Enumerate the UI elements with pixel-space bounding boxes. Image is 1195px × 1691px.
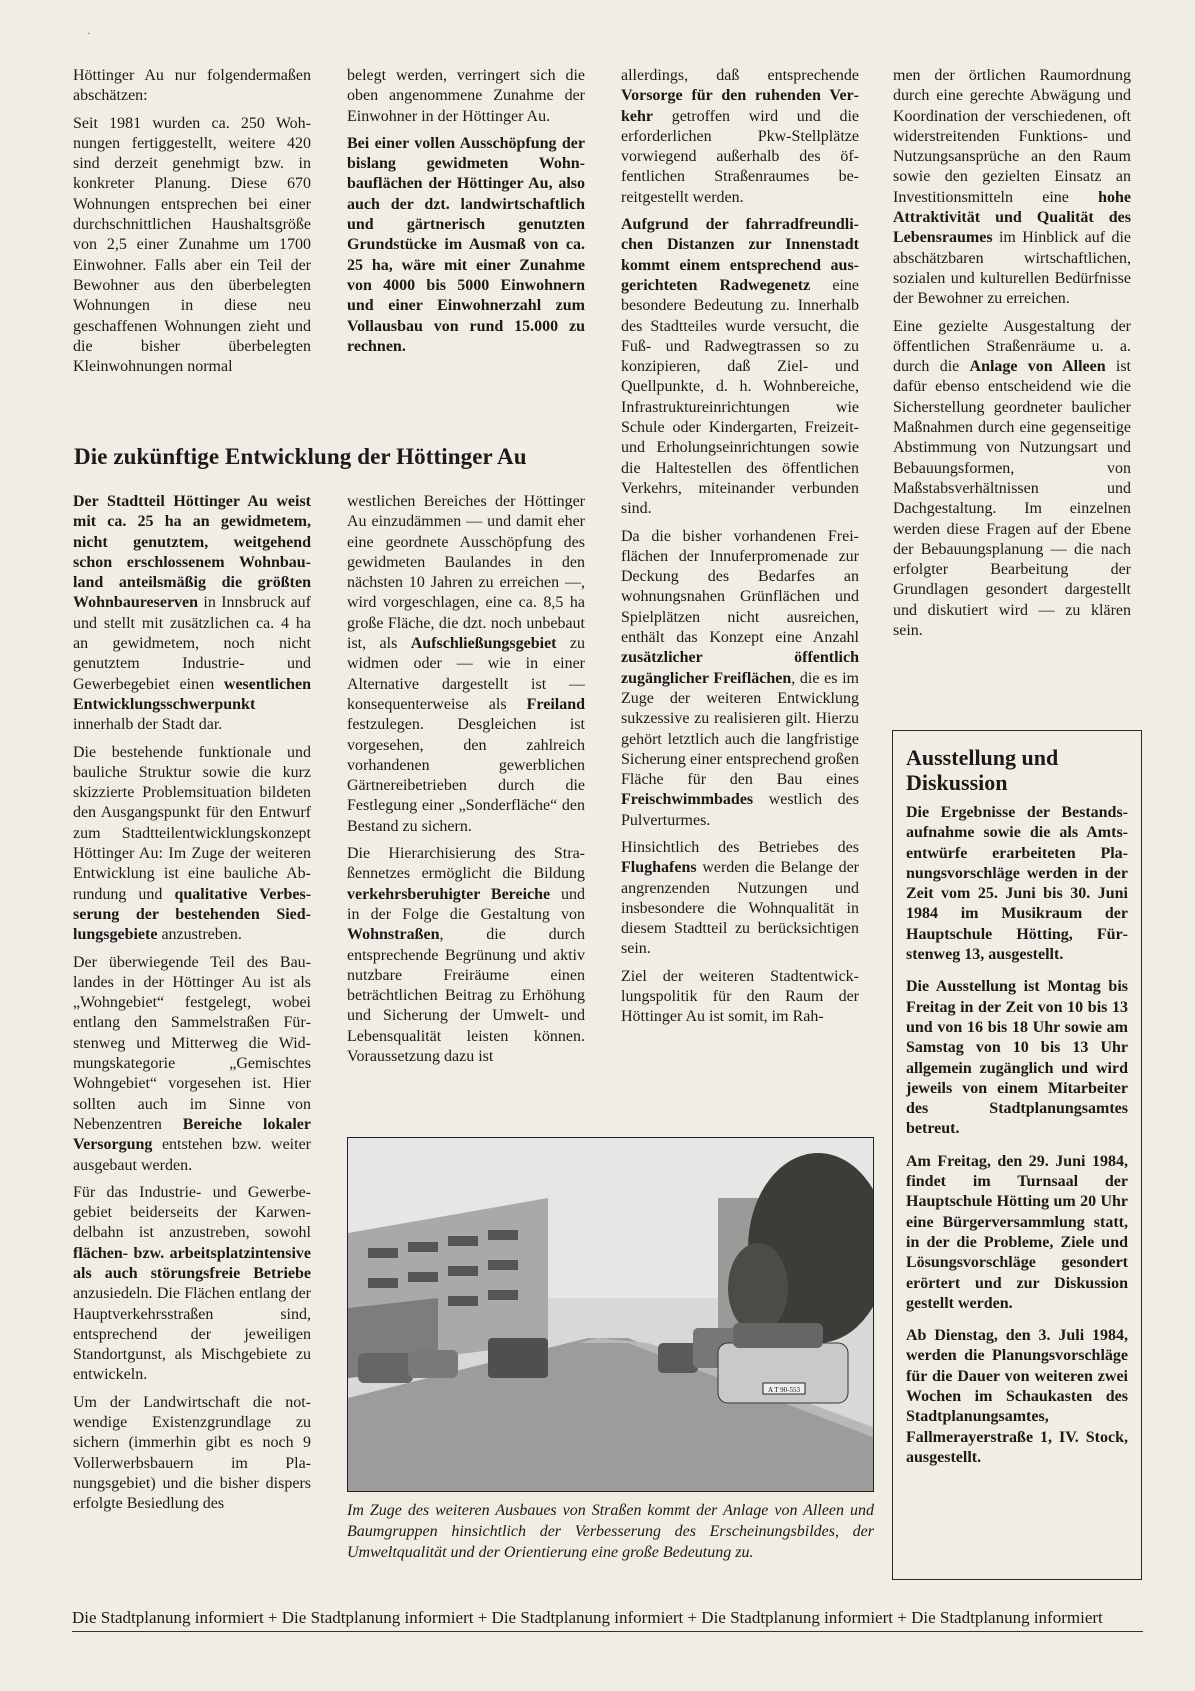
bold-text: hohe Attraktivität und Qualität des Lebensraumes	[893, 188, 1131, 247]
text: Seit 1981 wurden ca. 250 Wohnungen fertiggestellt, weitere 420 sind derzeit genehmigt bzw. in konkreter Planung. Diese 670 Wohnungen entsprechen bei einer durchschnittlichen Haushaltsgröße von 2,5 einer Zunahme um 1700 Einwohner. Falls aber ein Teil der Bewohner aus den überbelegten Wohnungen in diese neu geschaffenen Wohnungen zieht und die bisher überbelegten Kleinwohnungen normal	[73, 114, 311, 376]
bold-text: verkehrsberuhigter Bereiche	[347, 885, 551, 903]
footer-banner: Die Stadtplanung informiert + Die Stadtplanung informiert + Die Stadtplanung informiert + Die Stadtplanung informiert + Die Stadtplanung informiert	[72, 1608, 1143, 1632]
text: im Hinblick auf die abschätzbaren wirtschaftlichen, sozialen und kulturellen Bedürfnisse der Bewohner zu erreichen.	[893, 229, 1131, 308]
paragraph	[347, 492, 585, 837]
text: , die es im Zuge der weiteren Entwicklung sukzessive zu realisieren gilt. Hierzu gehört letztlich auch die langfristige Sicherung einer entsprechend großen Fläche für den Bau eines	[621, 669, 859, 789]
text: Höttinger Au nur folgendermaßen abschätzen:	[73, 67, 311, 105]
box-paragraph: Die Ergebnisse der Bestandsaufnahme sowie die als Amtsentwürfe erarbeiteten Planungsvorschläge werden in der Zeit vom 25. Juni bis 30. Juni 1984 im Musikraum der Hauptschule Hötting, Fürstenweg 13, ausgestellt.	[906, 804, 1128, 964]
section-heading: Die zukünftige Entwicklung der Höttinger Au	[74, 444, 527, 469]
text: getroffen wird und die erforderlichen Pkw-Stellplätze vorwiegend außerhalb des öffentlichen Straßenraumes bereitgestellt werden.	[621, 107, 859, 206]
text: Der überwiegende Teil des Baulandes in der Höttinger Au ist als „Wohngebiet“ festgelegt, wobei entlang den Sammelstraßen Fürstenweg und Mitterweg die Widmungskategorie „Gemischtes Wohngebiet“ vorgesehen ist. Hier sollten auch im Sinne von Nebenzentren	[73, 953, 311, 1133]
text: belegt werden, verringert sich die oben angenommene Zunahme der Einwohner in der Höttinger Au.	[347, 67, 585, 125]
photo-caption: Im Zuge des weiteren Ausbaues von Straßen kommt der Anlage von Alleen und Baumgruppen hinsichtlich der Verbesserung des Erscheinungsbildes, der Umweltqualität und der Orientierung eine große Bedeutung zu.	[347, 1502, 874, 1561]
paragraph	[73, 1183, 311, 1386]
paragraph	[73, 743, 311, 946]
lower-column-1	[73, 492, 311, 1522]
paragraph	[621, 527, 859, 831]
text: in Innsbruck auf und stellt mit zusätzlichen ca. 4 ha an gewidmetem, noch nicht genutztem Industrie- und Gewerbegebiet einen	[73, 594, 311, 693]
column-3	[621, 66, 859, 1035]
paragraph	[893, 66, 1131, 310]
bold-text: flächen- bzw. arbeitsplatzintensive als auch störungsfreie Betriebe	[73, 1244, 311, 1282]
bold-text: Vorsorge für den ruhenden Verkehr	[621, 87, 859, 125]
box-paragraph: Am Freitag, den 29. Juni 1984, findet im Turnsaal der Hauptschule Hötting um 20 Uhr eine Bürgerversammlung statt, in der die Probleme, Ziele und Lösungsvorschläge gesondert erörtert und zur Diskussion gestellt werden.	[906, 1152, 1128, 1312]
bold-text: Freischwimmbades	[621, 791, 754, 809]
text: festzulegen. Desgleichen ist vorgesehen, den zahlreich vorhandenen gewerblichen Gärtnereibetrieben durch die Festlegung einer „Sonderfläche“ den Bestand zu sichern.	[347, 716, 585, 835]
paragraph	[621, 66, 859, 208]
bold-text: Freiland	[526, 695, 585, 713]
text: westlich des Pulverturmes.	[621, 791, 859, 829]
bold-text: qualitative Verbesserung der bestehenden Siedlungsgebiete	[73, 885, 312, 944]
text: Die Hierarchisierung des Straßennetzes ermöglicht die Bildung	[347, 845, 585, 883]
license-plate: A T 90-553	[767, 1386, 801, 1394]
text: allerdings, daß entsprechende	[621, 67, 859, 84]
lower-column-2	[347, 492, 585, 1074]
paragraph	[73, 114, 311, 378]
top-column-1	[73, 66, 311, 384]
street-photo	[347, 1137, 874, 1492]
text: entstehen bzw. weiter ausgebaut werden.	[73, 1136, 311, 1174]
box-paragraph: Ab Dienstag, den 3. Juli 1984, werden die Planungsvorschläge für die Dauer von weiteren zwei Wochen im Schaukasten des Stadtplanungsamtes, Fallmerayerstraße 1, IV. Stock, ausgestellt.	[906, 1327, 1128, 1466]
bold-text: zusätzlicher öffentlich zugänglicher Freiflächen	[621, 649, 859, 687]
text: Hinsichtlich des Betriebes des	[621, 838, 859, 856]
top-column-2	[347, 66, 585, 364]
text: ist dafür ebenso entscheidend wie die Sicherstellung geordneter baulicher Maßnahmen durch eine gegenseitige Abstimmung von Nutzungsart und Bebauungsformen, von Maßstabsverhältnissen und Dachgestaltung. Im einzelnen werden diese Fragen auf der Ebene der Bebauungsplanung — die nach erfolgter Bearbeitung der Grundlagen gesondert dargestellt und diskutiert wird — zu klären sein.	[893, 358, 1131, 640]
text: Für das Industrie- und Gewerbegebiet beiderseits der Karwendelbahn ist anzustreben, sowohl	[73, 1183, 311, 1242]
text: Eine gezielte Ausgestaltung der öffentlichen Straßenräume u. a. durch die	[893, 317, 1131, 376]
text: und in der Folge die Gestaltung von	[347, 885, 585, 923]
text: Um der Landwirtschaft die notwendige Existenzgrundlage zu sichern (immerhin gibt es noch 9 Vollerwerbsbauern im Planungsgebiet) und die bisher dispers erfolgte Besiedlung des	[73, 1393, 311, 1513]
text: anzustreben.	[157, 926, 242, 944]
bold-text: Anlage von Alleen	[969, 358, 1106, 376]
text: Ziel der weiteren Stadtentwicklungspolitik für den Raum der Höttinger Au ist somit, im Rah-	[621, 967, 859, 1026]
box-paragraph: Die Ausstellung ist Montag bis Freitag in der Zeit von 10 bis 13 und von 16 bis 18 Uhr sowie am Samstag von 10 bis 13 Uhr allgemein zugänglich und wird jeweils von einem Mitarbeiter des Stadtplanungsamtes betreut.	[906, 978, 1128, 1138]
paragraph	[73, 492, 311, 736]
bold-text: Wohnstraßen	[347, 926, 440, 944]
paragraph	[347, 844, 585, 1067]
text: westlichen Bereiches der Höttinger Au einzudämmen — und damit eher eine geordnete Ausschöpfung des gewidmeten Baulandes in den nächsten 10 Jahren zu erreichen —, wird vorgeschlagen, eine ca. 8,5 ha große Fläche, die dzt. noch unbebaut ist, als	[347, 493, 585, 653]
exhibition-info-box	[892, 730, 1142, 1580]
text: Die bestehende funktionale und bauliche Struktur sowie die kurz skizzierte Problemsituation bildeten den Ausgangspunkt für den Entwurf zum Stadtteilentwicklungskonzept Höttinger Au: Im Zuge der weiteren Entwicklung ist eine bauliche Abrundung und	[73, 743, 311, 903]
paragraph	[621, 215, 859, 519]
bold-text: Aufschließungsgebiet	[410, 635, 557, 653]
bold-text: wesentlichen Entwicklungsschwerpunkt	[73, 675, 311, 713]
box-title: Ausstellung und Diskussion	[906, 745, 1059, 795]
scan-speck: `	[87, 30, 91, 44]
text: werden die Belange der angrenzenden Nutzungen und insbesondere die Wohnqualität in diesem Stadtteil zu berücksichtigen sein.	[621, 859, 859, 958]
bold-text: Bei einer vollen Ausschöpfung der bislang gewidmeten Wohnbauflächen der Höttinger Au, also auch der dzt. landwirtschaftlich und gärtnerisch genutzten Grundstücke im Ausmaß von ca. 25 ha, wäre mit einer Zunahme von 4000 bis 5000 Einwohnern und einer Einwohnerzahl zum Vollausbau von rund 15.000 zu rechnen.	[347, 134, 585, 355]
text: zu widmen oder — wie in einer Alternative dargestellt ist — konsequenterweise als	[347, 635, 586, 713]
paragraph	[621, 838, 859, 960]
paragraph	[621, 967, 859, 1028]
text: eine besondere Bedeutung zu. Innerhalb des Stadtteiles wurde versucht, die Fuß- und Radwegtrassen so zu konzipieren, daß Ziel- und Quellpunkte, d. h. Wohnbereiche, Infrastruktureinrichtungen wie Schule oder Kindergarten, Freizeit- und Erholungseinrichtungen sowie die Haltestellen des öffentlichen Verkehrs, miteinander verbunden sind.	[621, 276, 859, 518]
bold-text: Flughafens	[621, 859, 697, 877]
paragraph	[73, 1393, 311, 1515]
paragraph	[73, 66, 311, 107]
text: innerhalb der Stadt dar.	[73, 716, 223, 734]
paragraph	[347, 66, 585, 127]
paragraph	[347, 134, 585, 357]
text: , die durch entsprechende Begrünung und aktiv nutzbare Freiräume einen beträchtlichen Beitrag zu Erhöhung und Sicherung der Umwelt- und Lebensqualität leisten können. Voraussetzung dazu ist	[347, 926, 585, 1066]
text: men der örtlichen Raumordnung durch eine gerechte Abwägung und Koordination der verschiedenen, oft widerstreitenden Funktions- und Nutzungsansprüche an den Raum sowie den gezielten Einsatz an Investitionsmitteln eine	[893, 67, 1131, 206]
text: Da die bisher vorhandenen Freiflächen der Innuferpromenade zur Deckung des Bedarfes an wohnungsnahen Grünflächen und Spielplätzen nicht ausreichen, enthält das Konzept eine Anzahl	[621, 527, 859, 647]
paragraph	[73, 953, 311, 1176]
bold-text: Aufgrund der fahrradfreundlichen Distanzen zur Innenstadt kommt einem entsprechend ausgerichteten Radwegenetz	[621, 216, 859, 294]
bold-text: Der Stadtteil Höttinger Au weist mit ca. 25 ha an gewidmetem, nicht genutztem, weitgehend schon erschlossenem Wohnbauland anteilsmäßig die größten Wohnbaureserven	[73, 493, 311, 612]
paragraph	[893, 317, 1131, 642]
text: anzusiedeln. Die Flächen entlang der Hauptverkehrsstraßen sind, entsprechend der jeweiligen Standortgunst, als Mischgebiete zu entwickeln.	[73, 1285, 311, 1384]
bold-text: Bereiche lokaler Versorgung	[73, 1115, 311, 1154]
column-4	[893, 66, 1131, 648]
